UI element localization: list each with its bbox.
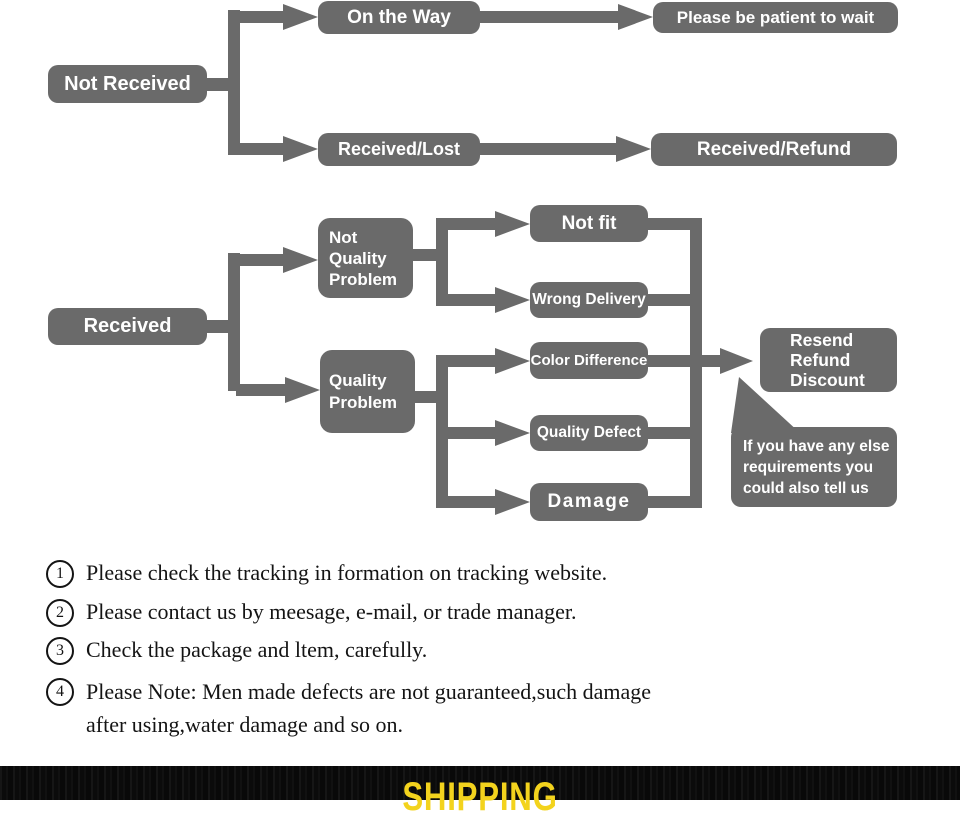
stub-wrong-delivery-collector xyxy=(648,294,692,306)
node-line: Problem xyxy=(329,392,398,412)
connector-nqp-vertical xyxy=(436,218,448,304)
arrowhead-to-received-refund xyxy=(616,136,651,162)
node-damage: Damage xyxy=(530,483,648,521)
arrow-line-to-not-fit xyxy=(436,218,496,230)
circled-number-1: 1 xyxy=(46,560,74,588)
note-text: Check the package and ltem, carefully. xyxy=(86,637,428,662)
node-not-fit: Not fit xyxy=(530,205,648,242)
note-text xyxy=(86,675,651,741)
node-line: Not xyxy=(329,227,358,247)
node-line: Quality xyxy=(329,370,387,390)
arrowhead-to-not-fit xyxy=(495,211,530,237)
arrowhead-to-received-lost xyxy=(283,136,318,162)
arrowhead-to-quality-defect xyxy=(495,420,530,446)
speech-bubble-line: If you have any else xyxy=(743,437,890,455)
arrowhead-to-quality-problem xyxy=(285,377,320,403)
circled-number-3: 3 xyxy=(46,637,74,665)
node-quality-defect: Quality Defect xyxy=(530,415,648,451)
node-received: Received xyxy=(48,308,207,345)
arrowhead-to-color-difference xyxy=(495,348,530,374)
node-line: Resend xyxy=(790,330,854,350)
note-text-line1: Please Note: Men made defects are not guaranteed,such damage xyxy=(86,679,652,704)
connector-received-stub xyxy=(205,320,235,333)
arrowhead-to-on-the-way xyxy=(283,4,318,30)
node-not-quality-problem xyxy=(318,218,413,298)
stub-damage-collector xyxy=(648,496,692,508)
stub-color-difference-collector xyxy=(648,355,692,367)
node-line: Discount xyxy=(790,370,865,390)
node-line: Problem xyxy=(329,269,398,289)
arrow-line-to-be-patient xyxy=(480,11,620,23)
arrow-line-to-resend xyxy=(700,355,722,367)
arrow-line-to-not-quality-problem xyxy=(236,254,286,266)
arrowhead-to-resend xyxy=(720,348,753,374)
node-be-patient: Please be patient to wait xyxy=(653,2,898,33)
node-received-lost: Received/Lost xyxy=(318,133,480,166)
node-not-received: Not Received xyxy=(48,65,207,103)
arrow-line-to-on-the-way xyxy=(236,11,286,23)
node-received-refund: Received/Refund xyxy=(651,133,897,166)
circled-number-4: 4 xyxy=(46,678,74,706)
note-text-line2: after using,water damage and so on. xyxy=(86,712,404,737)
note-item-4 xyxy=(46,675,651,741)
arrow-line-to-received-lost xyxy=(236,143,286,155)
arrow-line-to-color-difference xyxy=(436,355,496,367)
arrowhead-to-not-quality-problem xyxy=(283,247,318,273)
stub-not-fit-collector xyxy=(648,218,692,230)
arrow-line-to-quality-problem xyxy=(236,384,288,396)
arrow-line-to-wrong-delivery xyxy=(436,294,496,306)
arrowhead-to-wrong-delivery xyxy=(495,287,530,313)
arrow-line-to-damage xyxy=(436,496,496,508)
note-item-2 xyxy=(46,598,577,627)
arrowhead-to-damage xyxy=(495,489,530,515)
shipping-banner-title: SHIPPING xyxy=(402,775,558,819)
node-wrong-delivery: Wrong Delivery xyxy=(530,282,648,318)
speech-bubble-line: could also tell us xyxy=(743,479,869,497)
note-text: Please contact us by meesage, e-mail, or trade manager. xyxy=(86,599,577,624)
node-color-difference: Color Difference xyxy=(530,342,648,379)
node-resend-refund-discount xyxy=(760,328,897,392)
connector-not-received-stub xyxy=(205,78,235,91)
node-on-the-way: On the Way xyxy=(318,1,480,34)
stub-quality-defect-collector xyxy=(648,427,692,439)
arrowhead-to-be-patient xyxy=(618,4,653,30)
note-item-3 xyxy=(46,636,427,665)
circled-number-2: 2 xyxy=(46,599,74,627)
note-item-1 xyxy=(46,559,607,588)
node-line: Quality xyxy=(329,248,387,268)
speech-bubble-line: requirements you xyxy=(743,458,874,476)
speech-bubble xyxy=(731,427,897,507)
node-quality-problem xyxy=(320,350,415,433)
node-line: Refund xyxy=(790,350,851,370)
arrow-line-to-received-refund xyxy=(480,143,618,155)
note-text: Please check the tracking in formation on tracking website. xyxy=(86,560,608,585)
arrow-line-to-quality-defect xyxy=(436,427,496,439)
